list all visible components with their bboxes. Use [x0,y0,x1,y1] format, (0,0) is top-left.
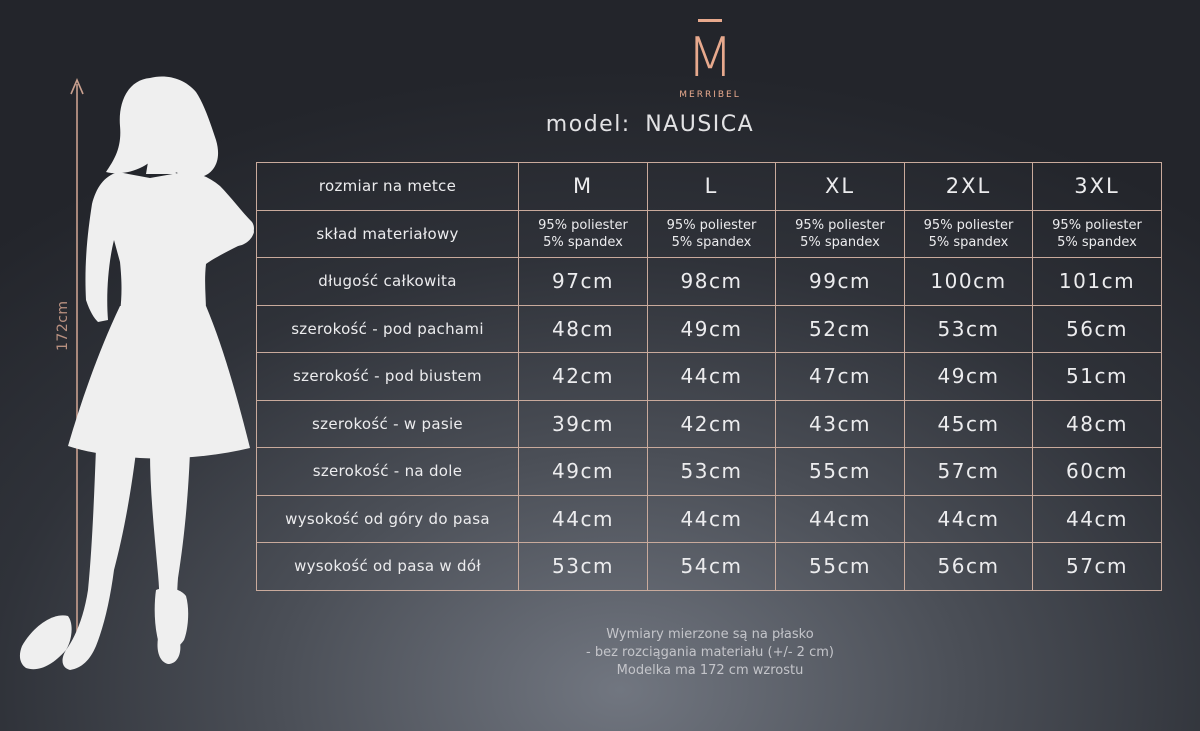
material-line-2: 5% spandex [1057,234,1137,250]
material-line-1: 95% poliester [923,217,1014,233]
material-cell [905,210,1033,258]
measurement-label: szerokość - pod biustem [257,353,519,401]
measurement-notes [500,626,920,680]
measurement-label: długość całkowita [257,258,519,306]
measurement-row [257,448,1162,496]
measurement-row [257,400,1162,448]
measurement-value: 44cm [519,495,648,543]
measurement-value: 54cm [648,543,776,591]
measurement-value: 49cm [648,305,776,353]
measurement-value: 49cm [519,448,648,496]
material-line-1: 95% poliester [666,217,757,233]
measurement-value: 53cm [519,543,648,591]
size-column-3xl: 3XL [1033,163,1162,211]
material-cell [776,210,905,258]
measurement-row [257,305,1162,353]
measurement-label: wysokość od góry do pasa [257,495,519,543]
note-line-2: - bez rozciągania materiału (+/- 2 cm) [586,645,834,660]
woman-silhouette-shape [20,77,254,670]
material-line-2: 5% spandex [928,234,1009,250]
measurement-label: szerokość - w pasie [257,400,519,448]
material-cell [648,210,776,258]
measurement-row [257,353,1162,401]
measurement-value: 55cm [776,448,905,496]
size-column-m: M [519,163,648,211]
measurement-value: 99cm [776,258,905,306]
size-column-2xl: 2XL [905,163,1033,211]
measurement-label: wysokość od pasa w dół [257,543,519,591]
height-label: 172cm [55,300,71,351]
material-cell [1033,210,1162,258]
measurement-value: 57cm [905,448,1033,496]
header-label: rozmiar na metce [257,163,519,211]
material-line-2: 5% spandex [800,234,880,250]
material-row [257,210,1162,258]
logo-macron-bar [698,19,722,22]
measurement-value: 53cm [905,305,1033,353]
measurement-value: 45cm [905,400,1033,448]
material-line-1: 95% poliester [1052,217,1142,233]
measurement-row [257,258,1162,306]
material-label: skład materiałowy [257,210,519,258]
measurement-value: 60cm [1033,448,1162,496]
brand-logo [640,14,780,104]
measurement-value: 48cm [1033,400,1162,448]
material-line-2: 5% spandex [543,234,623,250]
measurement-value: 44cm [1033,495,1162,543]
model-silhouette [0,0,300,731]
measurement-value: 52cm [776,305,905,353]
measurement-value: 98cm [648,258,776,306]
measurement-label: szerokość - na dole [257,448,519,496]
height-arrow [71,80,83,659]
size-column-l: L [648,163,776,211]
note-line-3: Modelka ma 172 cm wzrostu [616,663,804,678]
measurement-value: 44cm [776,495,905,543]
measurement-value: 55cm [776,543,905,591]
measurement-value: 44cm [648,353,776,401]
measurement-value: 49cm [905,353,1033,401]
material-line-1: 95% poliester [538,217,628,233]
material-line-2: 5% spandex [671,234,752,250]
measurement-value: 56cm [1033,305,1162,353]
measurement-value: 47cm [776,353,905,401]
measurement-value: 42cm [648,400,776,448]
measurement-row [257,543,1162,591]
measurement-label: szerokość - pod pachami [257,305,519,353]
logo-name: MERRIBEL [679,90,741,100]
table-header-row [257,163,1162,211]
measurement-value: 43cm [776,400,905,448]
material-line-1: 95% poliester [795,217,885,233]
measurement-value: 97cm [519,258,648,306]
measurement-value: 39cm [519,400,648,448]
measurement-value: 100cm [905,258,1033,306]
measurement-value: 51cm [1033,353,1162,401]
measurement-value: 42cm [519,353,648,401]
measurement-value: 56cm [905,543,1033,591]
model-title: model: NAUSICA [545,112,755,137]
size-table [256,162,1162,591]
measurement-row [257,495,1162,543]
measurement-value: 44cm [648,495,776,543]
measurement-value: 57cm [1033,543,1162,591]
material-cell [519,210,648,258]
measurement-value: 101cm [1033,258,1162,306]
logo-letter: M [686,26,734,89]
note-line-1: Wymiary mierzone są na płasko [606,627,814,642]
measurement-value: 48cm [519,305,648,353]
size-column-xl: XL [776,163,905,211]
measurement-value: 53cm [648,448,776,496]
measurement-value: 44cm [905,495,1033,543]
